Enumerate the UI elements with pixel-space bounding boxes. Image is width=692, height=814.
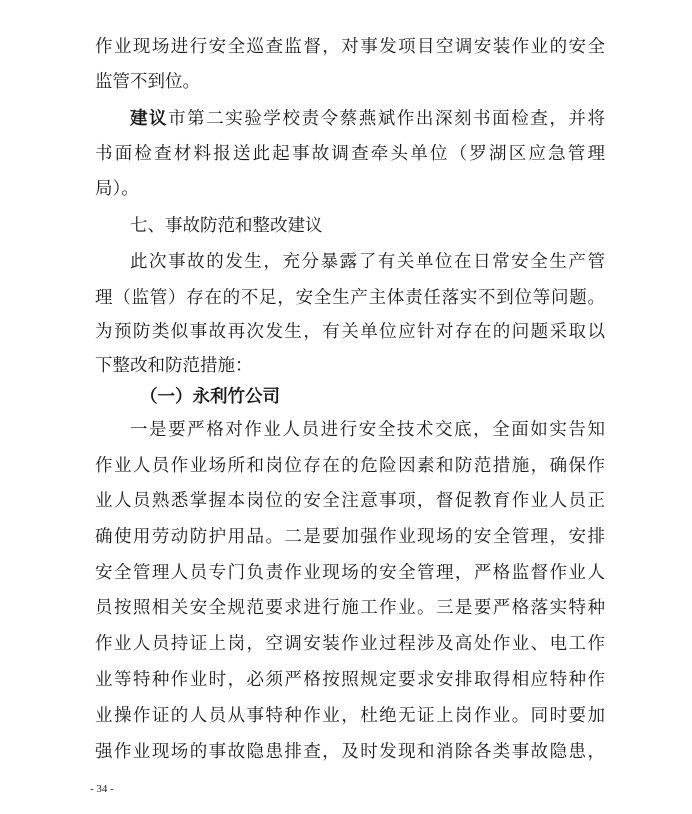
paragraph-2-line-1 — [130, 107, 605, 131]
paragraph-1-line-1: 作业现场进行安全巡查监督，对事发项目空调安装作业的安全 — [95, 37, 605, 57]
paragraph-4-line-8: 业等特种作业时，必须严格按照规定要求安排取得相应特种作 — [95, 670, 605, 690]
paragraph-3-line-4: 下整改和防范措施： — [95, 356, 253, 376]
paragraph-4-line-2: 作业人员作业场所和岗位存在的危险因素和防范措施，确保作 — [95, 456, 605, 476]
paragraph-1-line-2: 监管不到位。 — [95, 72, 200, 92]
recommendation-lead: 建议 — [130, 109, 169, 129]
page-number: - 34 - — [90, 783, 114, 795]
paragraph-4-line-5: 安全管理人员专门负责作业现场的安全管理，严格监督作业人 — [95, 563, 605, 583]
paragraph-4-line-7: 作业人员持证上岗，空调安装作业过程涉及高处作业、电工作 — [95, 634, 605, 654]
paragraph-2-line-1-text: 市第二实验学校责令蔡燕斌作出深刻书面检查，并将 — [168, 109, 605, 129]
paragraph-4-line-6: 员按照相关安全规范要求进行施工作业。三是要严格落实特种 — [95, 598, 605, 618]
paragraph-2-line-2: 书面检查材料报送此起事故调查牵头单位（罗湖区应急管理 — [95, 144, 605, 164]
paragraph-4-line-1: 一是要严格对作业人员进行安全技术交底，全面如实告知 — [130, 420, 605, 440]
paragraph-4-line-3: 业人员熟悉掌握本岗位的安全注意事项，督促教育作业人员正 — [95, 491, 605, 511]
subsection-heading: （一）永利竹公司 — [140, 387, 280, 407]
paragraph-3-line-3: 为预防类似事故再次发生，有关单位应针对存在的问题采取以 — [95, 322, 605, 342]
paragraph-2-line-3: 局）。 — [95, 179, 139, 199]
paragraph-4-line-9: 业操作证的人员从事特种作业，杜绝无证上岗作业。同时要加 — [95, 706, 605, 726]
paragraph-4-line-10: 强作业现场的事故隐患排查，及时发现和消除各类事故隐患， — [95, 742, 605, 762]
paragraph-3-line-2: 理（监管）存在的不足，安全生产主体责任落实不到位等问题。 — [95, 288, 605, 308]
paragraph-4-line-4: 确使用劳动防护用品。二是要加强作业现场的安全管理，安排 — [95, 527, 605, 547]
section-heading: 七、事故防范和整改建议 — [130, 216, 323, 236]
paragraph-3-line-1: 此次事故的发生，充分暴露了有关单位在日常安全生产管 — [130, 252, 605, 272]
